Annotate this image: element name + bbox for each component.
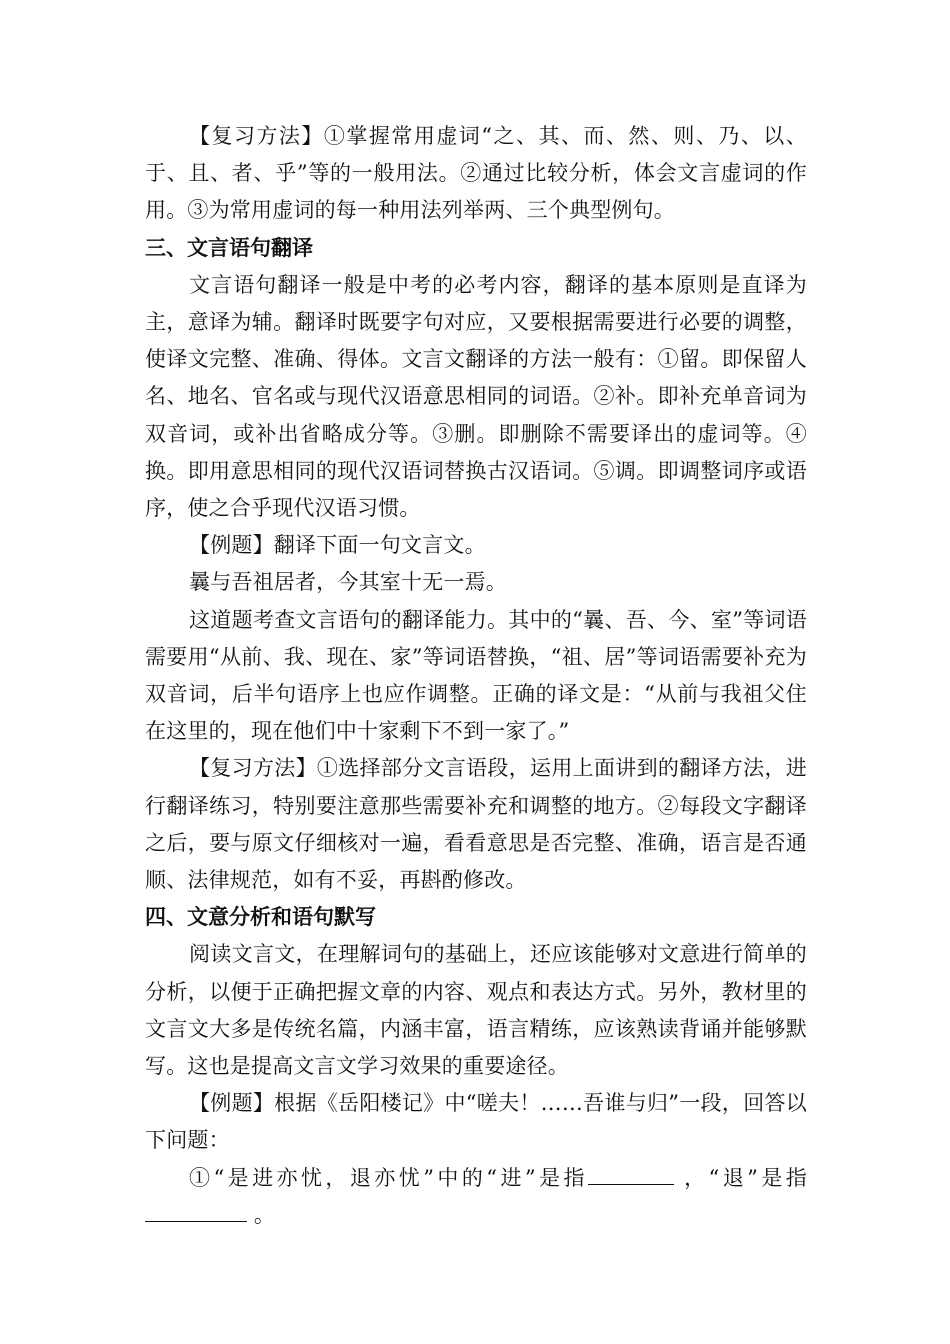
review-method-paragraph: 【复习方法】①掌握常用虚词“之、其、而、然、则、乃、以、于、且、者、乎”等的一般用法。②通过比较分析，体会文言虚词的作用。③为常用虚词的每一种用法列举两、三个典型例句。 <box>145 124 807 223</box>
analysis-intro-paragraph: 阅读文言文，在理解词句的基础上，还应该能够对文意进行简单的分析，以便于正确把握文章的内容、观点和表达方式。另外，教材里的文言文大多是传统名篇，内涵丰富，语言精练，应该熟读背诵并能够默写。这也是提高文言文学习效果的重要途径。 <box>145 942 807 1079</box>
question-text-part2: ，“退”是指 <box>673 1165 808 1190</box>
review-method-paragraph-translation: 【复习方法】①选择部分文言语段，运用上面讲到的翻译方法，进行翻译练习，特别要注意那些需要补充和调整的地方。②每段文字翻译之后，要与原文仔细核对一遍，看看意思是否完整、准确，语言是否通顺、法律规范，如有不妥，再斟酌修改。 <box>145 756 807 893</box>
section-heading-translation: 三、文言语句翻译 <box>145 235 313 260</box>
question-text-part1: ①“是进亦忧，退亦忧”中的“进”是指 <box>189 1165 588 1190</box>
translation-intro-paragraph: 文言语句翻译一般是中考的必考内容，翻译的基本原则是直译为主，意译为辅。翻译时既要字句对应，又要根据需要进行必要的调整，使译文完整、准确、得体。文言文翻译的方法一般有：①留。即保留人名、地名、官名或与现代汉语意思相同的词语。②补。即补充单音词为双音词，或补出省略成分等。③删。即删除不需要译出的虚词等。④换。即用意思相同的现代汉语词替换古汉语词。⑤调。即调整词序或语序，使之合乎现代汉语习惯。 <box>145 272 807 521</box>
example-analysis-paragraph: 这道题考查文言语句的翻译能力。其中的“曩、吾、今、室”等词语需要用“从前、我、现在、家”等词语替换，“祖、居”等词语需要补充为双音词，后半句语序上也应作调整。正确的译文是：“从前与我祖父住在这里的，现在他们中十家剩下不到一家了。” <box>145 607 807 744</box>
section-heading-analysis: 四、文意分析和语句默写 <box>145 905 376 930</box>
document-page <box>145 118 807 1234</box>
answer-blank-jin[interactable] <box>588 1164 674 1185</box>
question-item <box>145 1160 807 1234</box>
example-label-yueyang: 【例题】根据《岳阳楼记》中“嗟夫！……吾谁与归”一段，回答以下问题： <box>145 1091 807 1153</box>
question-text-part3: 。 <box>247 1202 276 1227</box>
example-label: 【例题】翻译下面一句文言文。 <box>189 533 486 558</box>
example-sentence: 曩与吾祖居者，今其室十无一焉。 <box>189 570 507 595</box>
answer-blank-tui[interactable] <box>145 1201 247 1222</box>
